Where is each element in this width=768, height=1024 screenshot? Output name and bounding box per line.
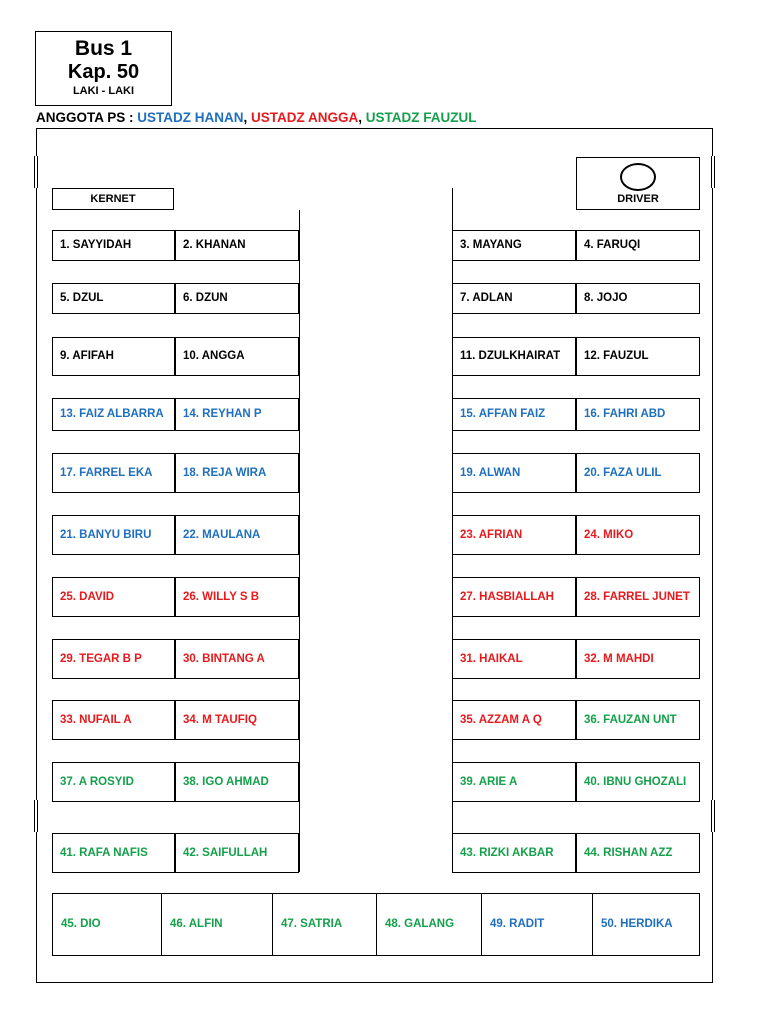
members-line xyxy=(36,110,477,125)
seat-4: 4. FARUQI xyxy=(576,230,700,261)
seat-23: 23. AFRIAN xyxy=(452,515,576,555)
kernet-seat: KERNET xyxy=(52,188,174,210)
seat-22: 22. MAULANA xyxy=(175,515,299,555)
seat-16: 16. FAHRI ABD xyxy=(576,398,700,431)
seat-48: 48. GALANG xyxy=(377,894,482,955)
seat-40: 40. IBNU GHOZALI xyxy=(576,762,700,802)
seat-24: 24. MIKO xyxy=(576,515,700,555)
bus-side-mark xyxy=(711,800,715,832)
seat-2: 2. KHANAN xyxy=(175,230,299,261)
seat-29: 29. TEGAR B P xyxy=(52,639,175,679)
ustadz-1: USTADZ HANAN xyxy=(137,110,244,125)
seat-42: 42. SAIFULLAH xyxy=(175,833,299,873)
seat-6: 6. DZUN xyxy=(175,283,299,314)
seat-43: 43. RIZKI AKBAR xyxy=(452,833,576,873)
seat-32: 32. M MAHDI xyxy=(576,639,700,679)
aisle-line-left xyxy=(299,210,300,872)
bus-capacity: Kap. 50 xyxy=(67,61,140,83)
seat-28: 28. FARREL JUNET xyxy=(576,577,700,617)
seat-31: 31. HAIKAL xyxy=(452,639,576,679)
seat-38: 38. IGO AHMAD xyxy=(175,762,299,802)
seat-10: 10. ANGGA xyxy=(175,337,299,376)
seat-11: 11. DZULKHAIRAT xyxy=(452,337,576,376)
seat-12: 12. FAUZUL xyxy=(576,337,700,376)
bus-side-mark xyxy=(34,156,38,188)
bus-side-mark xyxy=(711,156,715,188)
seat-13: 13. FAIZ ALBARRA xyxy=(52,398,175,431)
seat-39: 39. ARIE A xyxy=(452,762,576,802)
bus-title-box xyxy=(35,31,172,106)
separator-2: , xyxy=(358,110,366,125)
seat-26: 26. WILLY S B xyxy=(175,577,299,617)
ustadz-3: USTADZ FAUZUL xyxy=(365,110,477,125)
bus-name: Bus 1 xyxy=(74,37,133,60)
seat-25: 25. DAVID xyxy=(52,577,175,617)
seat-27: 27. HASBIALLAH xyxy=(452,577,576,617)
ustadz-2: USTADZ ANGGA xyxy=(251,110,359,125)
seat-21: 21. BANYU BIRU xyxy=(52,515,175,555)
seat-47: 47. SATRIA xyxy=(273,894,377,955)
seat-5: 5. DZUL xyxy=(52,283,175,314)
seat-46: 46. ALFIN xyxy=(162,894,273,955)
back-row xyxy=(52,893,700,956)
members-label: ANGGOTA PS : xyxy=(36,110,138,125)
seat-33: 33. NUFAIL A xyxy=(52,700,175,740)
seat-37: 37. A ROSYID xyxy=(52,762,175,802)
separator-1: , xyxy=(243,110,252,125)
seat-50: 50. HERDIKA xyxy=(601,918,673,930)
driver-seat xyxy=(576,157,700,210)
seat-14: 14. REYHAN P xyxy=(175,398,299,431)
seat-20: 20. FAZA ULIL xyxy=(576,453,700,493)
seat-30: 30. BINTANG A xyxy=(175,639,299,679)
steering-wheel-icon xyxy=(620,163,656,191)
seat-49: 49. RADIT xyxy=(482,894,593,955)
driver-label: DRIVER xyxy=(617,193,659,205)
seat-15: 15. AFFAN FAIZ xyxy=(452,398,576,431)
seat-44: 44. RISHAN AZZ xyxy=(576,833,700,873)
seat-3: 3. MAYANG xyxy=(452,230,576,261)
seat-35: 35. AZZAM A Q xyxy=(452,700,576,740)
seat-17: 17. FARREL EKA xyxy=(52,453,175,493)
seat-19: 19. ALWAN xyxy=(452,453,576,493)
bus-side-mark xyxy=(34,800,38,832)
seat-9: 9. AFIFAH xyxy=(52,337,175,376)
seat-45: 45. DIO xyxy=(53,894,162,955)
seat-1: 1. SAYYIDAH xyxy=(52,230,175,261)
seat-34: 34. M TAUFIQ xyxy=(175,700,299,740)
bus-gender: LAKI - LAKI xyxy=(72,85,135,97)
seat-7: 7. ADLAN xyxy=(452,283,576,314)
seat-8: 8. JOJO xyxy=(576,283,700,314)
seat-41: 41. RAFA NAFIS xyxy=(52,833,175,873)
seat-36: 36. FAUZAN UNT xyxy=(576,700,700,740)
seat-18: 18. REJA WIRA xyxy=(175,453,299,493)
